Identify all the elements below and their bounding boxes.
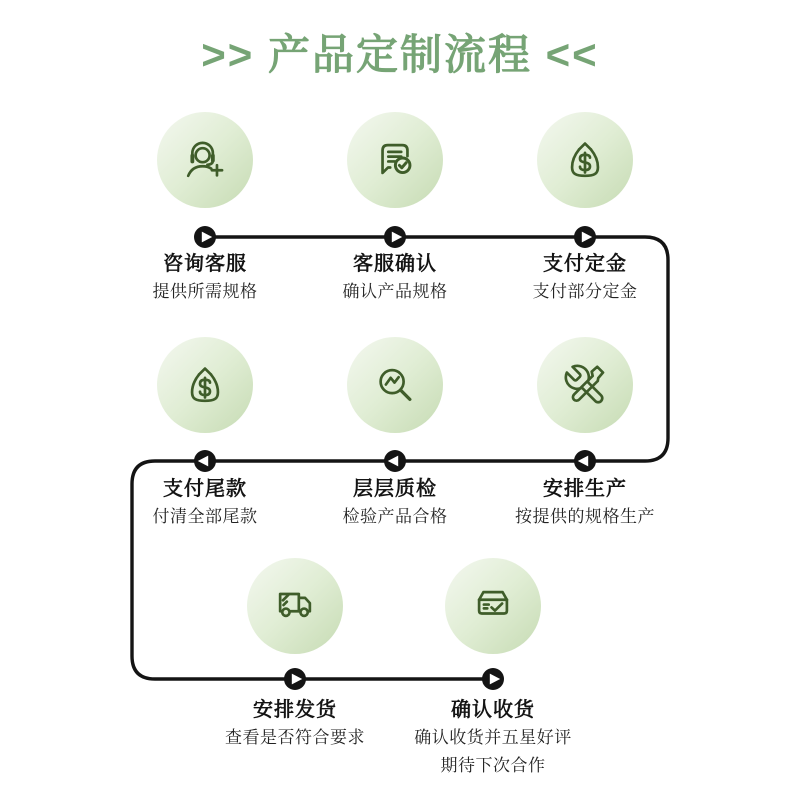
money-bag-icon <box>562 137 608 183</box>
step-subtitle: 确认收货并五星好评 <box>414 728 572 747</box>
step-title: 安排生产 <box>543 478 627 500</box>
step-icon-bubble <box>347 112 443 208</box>
step-subtitle: 提供所需规格 <box>152 282 258 301</box>
step-icon-bubble <box>157 337 253 433</box>
step-title: 安排发货 <box>253 699 337 721</box>
step-title: 客服确认 <box>353 253 437 275</box>
magnifier-chart-icon <box>372 362 418 408</box>
step-subtitle: 按提供的规格生产 <box>515 507 655 526</box>
step-subtitle: 确认产品规格 <box>342 282 448 301</box>
chat-check-icon <box>372 137 418 183</box>
step-title: 层层质检 <box>353 478 437 500</box>
step-icon-bubble <box>445 558 541 654</box>
step-subtitle: 检验产品合格 <box>342 507 448 526</box>
page-title: >> 产品定制流程 << <box>201 31 599 78</box>
package-check-icon <box>470 583 516 629</box>
step-icon-bubble <box>157 112 253 208</box>
step-pay-deposit <box>485 112 685 306</box>
step-icon-bubble <box>347 337 443 433</box>
step-icon-bubble <box>537 112 633 208</box>
money-bag-icon <box>182 362 228 408</box>
headset-agent-plus-icon <box>182 137 228 183</box>
step-subtitle: 付清全部尾款 <box>152 507 258 526</box>
step-quality-inspection <box>295 337 495 531</box>
delivery-truck-icon <box>272 583 318 629</box>
step-subtitle: 查看是否符合要求 <box>225 728 365 747</box>
step-title: 支付尾款 <box>163 478 247 500</box>
step-confirm-receipt <box>393 558 593 780</box>
step-subtitle-line2: 期待下次合作 <box>440 756 546 775</box>
step-icon-bubble <box>537 337 633 433</box>
step-title: 咨询客服 <box>163 253 247 275</box>
step-pay-balance <box>105 337 305 531</box>
step-icon-bubble <box>247 558 343 654</box>
step-arrange-shipping <box>195 558 395 752</box>
step-title: 支付定金 <box>543 253 627 275</box>
step-subtitle: 支付部分定金 <box>532 282 638 301</box>
step-arrange-production <box>485 337 685 531</box>
step-title: 确认收货 <box>451 699 535 721</box>
step-service-confirm <box>295 112 495 306</box>
wrench-screwdriver-icon <box>562 362 608 408</box>
step-consult-service <box>105 112 305 306</box>
